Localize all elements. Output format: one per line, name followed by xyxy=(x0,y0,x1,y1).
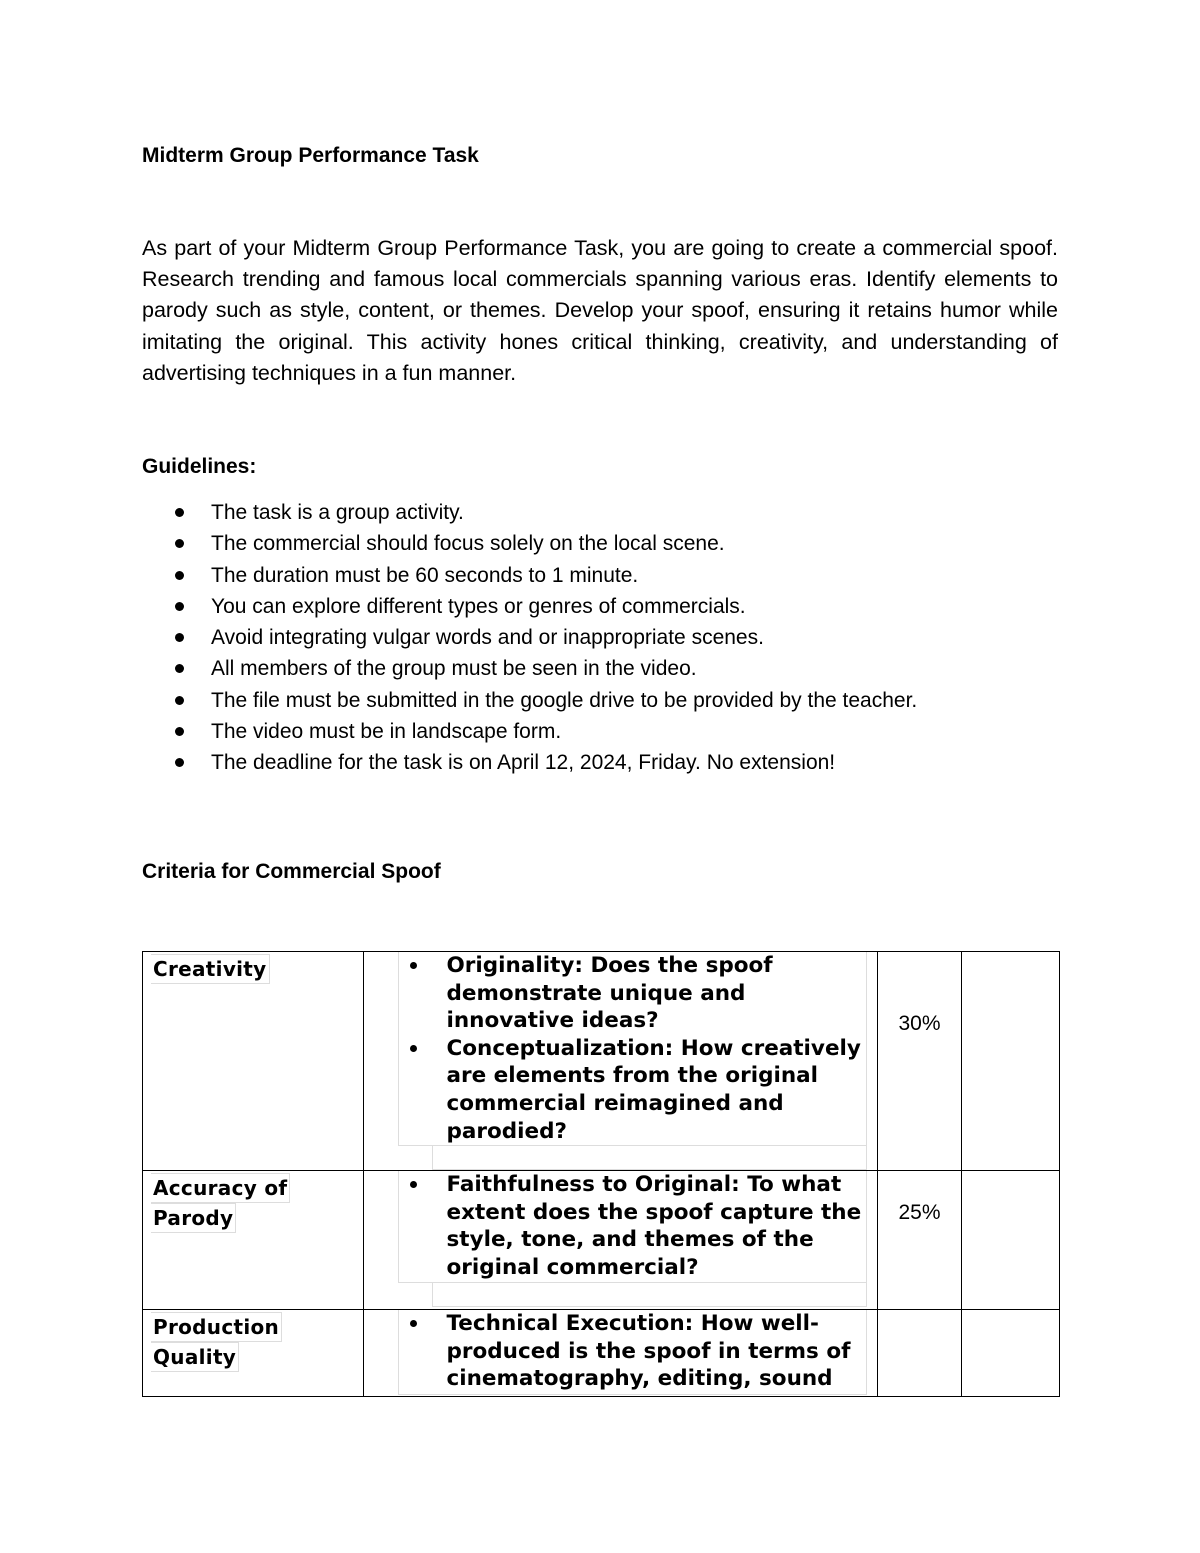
bullet-icon xyxy=(175,571,184,580)
guideline-item: The video must be in landscape form. xyxy=(142,716,917,747)
guideline-item: Avoid integrating vulgar words and or inappropriate scenes. xyxy=(142,622,917,653)
criterion-name-cell xyxy=(143,1171,364,1310)
guideline-item: The commercial should focus solely on the local scene. xyxy=(142,528,917,559)
document-title: Midterm Group Performance Task xyxy=(142,144,479,167)
description-box xyxy=(398,1171,868,1283)
description-item: Technical Execution: How well-produced is the spoof in terms of cinematography, editing, sound xyxy=(399,1310,867,1393)
spacer-cell xyxy=(364,952,398,1171)
description-item: Conceptualization: How creatively are elements from the original commercial reimagined and parodied? xyxy=(399,1035,867,1145)
criterion-description-cell xyxy=(398,952,878,1171)
bullet-icon xyxy=(175,508,184,517)
percentage-value xyxy=(878,1310,961,1368)
spacer-cell xyxy=(364,1310,398,1397)
table-row xyxy=(143,1310,1060,1397)
description-subbox xyxy=(432,1282,868,1307)
bullet-icon xyxy=(175,727,184,736)
score-cell xyxy=(962,952,1060,1171)
description-box xyxy=(398,1310,868,1395)
bullet-icon xyxy=(175,602,184,611)
bullet-icon xyxy=(410,1181,417,1188)
description-item: Originality: Does the spoof demonstrate unique and innovative ideas? xyxy=(399,952,867,1035)
bullet-icon xyxy=(410,1320,417,1327)
guidelines-list xyxy=(142,497,917,779)
description-list xyxy=(399,952,867,1145)
percentage-cell xyxy=(878,1310,962,1397)
bullet-icon xyxy=(410,1045,417,1052)
spacer-cell xyxy=(364,1171,398,1310)
percentage-value: 30% xyxy=(898,1012,941,1035)
bullet-icon xyxy=(175,758,184,767)
bullet-icon xyxy=(175,539,184,548)
criteria-heading: Criteria for Commercial Spoof xyxy=(142,860,441,883)
criterion-name-cell xyxy=(143,1310,364,1397)
percentage-cell xyxy=(878,952,962,1171)
guidelines-heading: Guidelines: xyxy=(142,455,257,478)
criterion-name: Creativity xyxy=(151,954,270,984)
intro-paragraph: As part of your Midterm Group Performance Task, you are going to create a commercial spoof. Research trending and famous local commercials spanning various eras. Identify elements to parody such as style, content, or themes. Develop your spoof, ensuring it retains humor while imitating the original. This activity hones critical thinking, creativity, and understanding of advertising techniques in a fun manner. xyxy=(142,236,1058,385)
criterion-name: Accuracy of Parody xyxy=(151,1173,290,1233)
table-row xyxy=(143,1171,1060,1310)
bullet-icon xyxy=(175,664,184,673)
table-row xyxy=(143,952,1060,1171)
criteria-table xyxy=(142,951,1060,1397)
criterion-name: Production Quality xyxy=(151,1312,282,1372)
bullet-icon xyxy=(175,633,184,642)
guideline-item: The duration must be 60 seconds to 1 minute. xyxy=(142,560,917,591)
description-list xyxy=(399,1171,867,1281)
score-cell xyxy=(962,1171,1060,1310)
description-item: Faithfulness to Original: To what extent does the spoof capture the style, tone, and themes of the original commercial? xyxy=(399,1171,867,1281)
bullet-icon xyxy=(410,962,417,969)
bullet-icon xyxy=(175,696,184,705)
criterion-description-cell xyxy=(398,1310,878,1397)
criterion-name-cell xyxy=(143,952,364,1171)
guideline-item: The deadline for the task is on April 12, 2024, Friday. No extension! xyxy=(142,747,917,778)
description-list xyxy=(399,1310,867,1393)
description-subbox xyxy=(432,1145,868,1170)
guideline-item: The task is a group activity. xyxy=(142,497,917,528)
score-cell xyxy=(962,1310,1060,1397)
guideline-item: The file must be submitted in the google drive to be provided by the teacher. xyxy=(142,685,917,716)
criterion-description-cell xyxy=(398,1171,878,1310)
percentage-value: 25% xyxy=(898,1201,941,1224)
percentage-cell xyxy=(878,1171,962,1310)
guideline-item: All members of the group must be seen in the video. xyxy=(142,653,917,684)
guideline-item: You can explore different types or genres of commercials. xyxy=(142,591,917,622)
description-box xyxy=(398,952,868,1146)
